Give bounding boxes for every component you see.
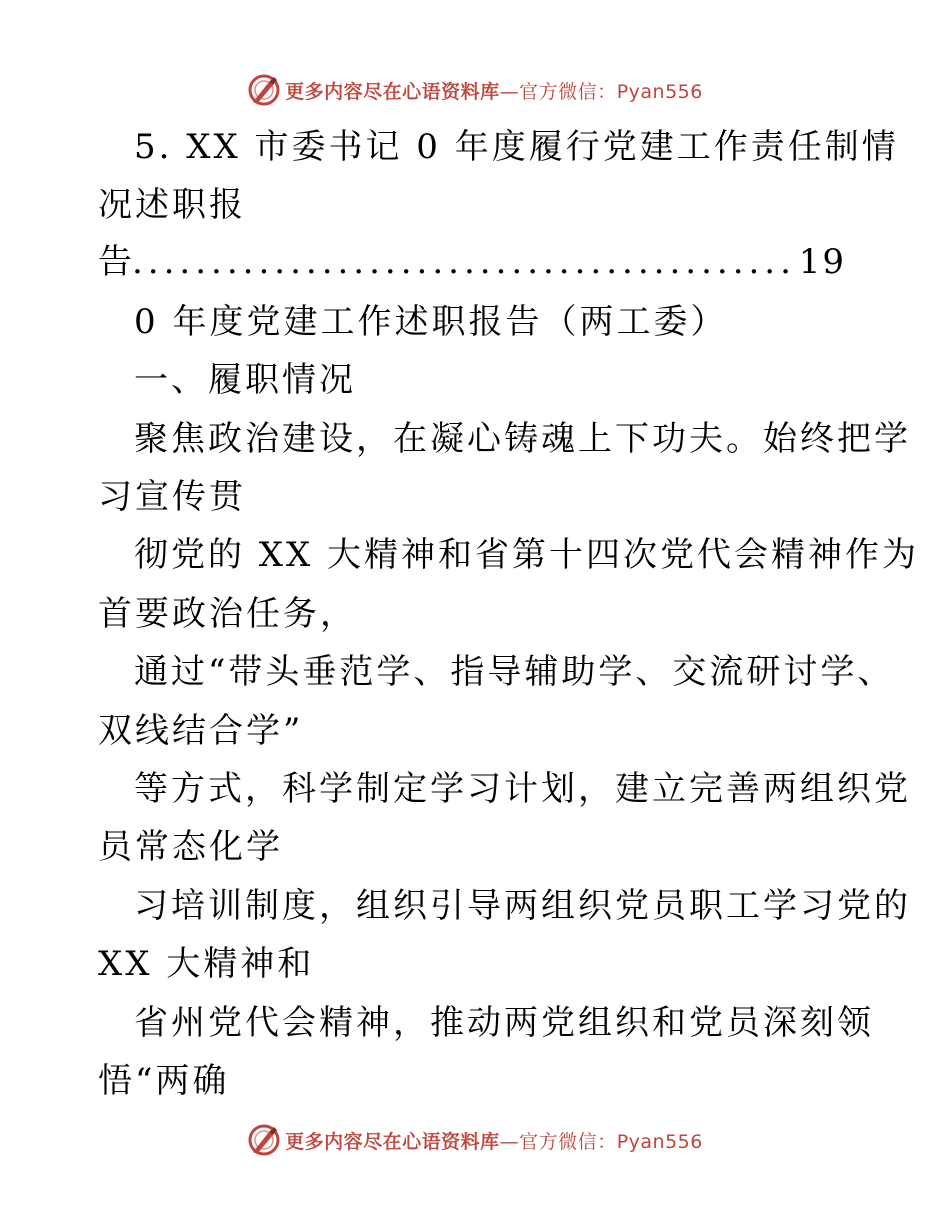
paragraph-line: 员常态化学 — [98, 827, 283, 867]
paragraph-line: 习宣传贯 — [98, 477, 246, 517]
watermark-text: 更多内容尽在心语资料库—官方微信：Pyan556 — [285, 1130, 703, 1153]
report-title: 0 年度党建工作述职报告（两工委） — [134, 302, 728, 342]
toc-entry-line1: 5. XX 市委书记 0 年度履行党建工作责任制情 — [134, 127, 899, 167]
paragraph-line: XX 大精神和 — [98, 944, 315, 984]
section-heading: 一、履职情况 — [134, 360, 356, 400]
paragraph-line: 彻党的 XX 大精神和省第十四次党代会精神作为 — [134, 535, 920, 575]
toc-entry-row — [98, 242, 846, 282]
paragraph-line: 首要政治任务， — [98, 594, 357, 634]
paragraph-line: 习培训制度，组织引导两组织党员职工学习党的 — [134, 886, 911, 926]
paragraph-line: 悟“两确 — [98, 1061, 230, 1101]
watermark-text: 更多内容尽在心语资料库—官方微信：Pyan556 — [285, 80, 703, 103]
toc-dot-leader — [132, 242, 799, 282]
paragraph-line: 双线结合学” — [98, 711, 304, 751]
paragraph-line: 省州党代会精神，推动两党组织和党员深刻领 — [134, 1003, 874, 1043]
toc-entry-line3: 告 — [98, 242, 132, 282]
paragraph-line: 聚焦政治建设，在凝心铸魂上下功夫。始终把学 — [134, 419, 911, 459]
paragraph-line: 通过“带头垂范学、指导辅助学、交流研讨学、 — [134, 652, 895, 692]
paragraph-line: 等方式，科学制定学习计划，建立完善两组织党 — [134, 769, 911, 809]
toc-page-number: 19 — [798, 242, 846, 282]
header-watermark — [0, 70, 950, 110]
pen-logo-icon — [247, 1123, 281, 1157]
pen-logo-icon — [247, 73, 281, 107]
footer-watermark — [0, 1120, 950, 1160]
toc-entry-line2: 况述职报 — [98, 185, 246, 225]
